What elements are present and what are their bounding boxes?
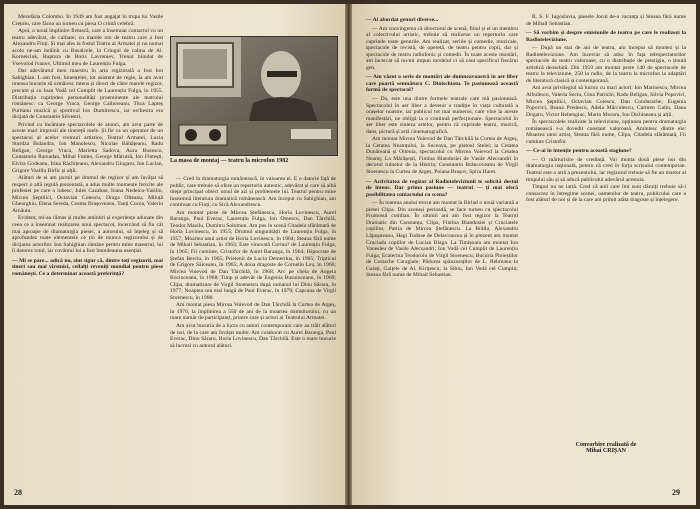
- interviewer-name: Mihai CRIȘAN: [586, 448, 626, 454]
- article-paragraph: În spectacolele realizate la televiziune, opțiunea pentru dramaturgia românească s-a dovedit constant valoroasă. Amintesc dintre ele: Moartea unui artist, Steaua fără nume, Clipa, Citadela sfărâmată, Fii cuminte Cristofor.: [526, 119, 686, 145]
- article-paragraph: Am montat piese de Mircea Ștefănescu, Horia Lovinescu, Aurel Baranga, Paul Everac, Laurențiu Fulga, Ion Omescu, Dan Tărchilă, Teodor Mazilu, Dumitru Solomon. Am pus în scenă Citadela sfărâmată de Horia Lovinescu, în 1955; Drumul singurătății de Laurențiu Fulga, în 1957; Moartea unui artist de Horia Lovinescu, în 1964; Steaua fără nume de Mihail Sebastian, în 1963; Este vinovată Corina? de Laurențiu Fulga, în 1965; Fii cuminte, Cristofor de Aurel Baranga, în 1964; Hipocrate de Ștefan Berciu, în 1965; Prietenii de Lucia Demetrius, în 1965; Tripticul de Grigore Sălceanu, în 1965; A doua dragoste de Corneliu Leu, în 1966; Mircea Voievod de Dan Tărchilă, în 1968; Arc pe cheia de Angela Bocioceanu, în 1968; Timp și adevăr de Eugenia Busuioceanu, în 1969; Clipa, dramatizare de Virgil Stoenescu după romanul lui Dinu Săraru, în 1977; Noaptea cea mai lungă de Paul Everac, în 1979; Capcana de Virgil Stoenescu, în 1980.: [170, 209, 336, 301]
- interview-question: — Mi se pare... adică nu, sînt sigur că, dintre toți regizorii, mai tineri sau mai vîrstnici, ceilalți reveniți mondial pentru piese românești. Ce a determinat această preferință?: [12, 257, 163, 277]
- right-column-1: [366, 14, 518, 500]
- right-page: [352, 4, 696, 505]
- left-column-2: [170, 176, 336, 480]
- interview-credit: [526, 442, 686, 454]
- article-paragraph: — Am convingerea că directorul de scenă, fiind și el un membru al colectivului artistic, trebuie să realizeze un repertoriu care cuprinde toate genurile. Am realizat, seriile și comedie, muzicale, spectacole de revistă, de operetă, de teatru pentru copii, dar și spectacole de teatru radiofonic și comedii. În toate aceste montări, am încercat să nu-mi impun modelul ci să caut specificul fiecărui gen.: [366, 25, 518, 71]
- article-paragraph: Dar adevăratul meu maestru în arta regizorală a fost Ion Sahighian. L-am fost, binențeles, tot asistent de regie, la am avut imensa bucurie să urmăresc intens și direct de către marele regizor, precum și cu Ioan Vodă cel Cumplit de Laurențiu Fulga, în 1955. Distribuția cuprindea personalități proeminente ale teatrului românesc: ca George Vraca, George Calboreanu, Titus Lapteș Puritanu muzică și sportivul Ion Dumitrescu, iar orchestra era dirijată de Constantin Silvestri.: [12, 68, 163, 121]
- page-number-right: 29: [672, 488, 680, 497]
- article-paragraph: Mezelăria Colombo. În 1949 am fost angajat în trupa lui Vasile Crețoiu, care făcea un turneu cu piesa O crimă celebră.: [12, 14, 163, 27]
- interview-question: — Am văzut o serie de montări ale dumneavoastră în aer liber care poartă semnătura C. Dinischiotu. Te pasionează această formă de spectacol?: [366, 74, 518, 94]
- article-paragraph: — Da, este una dintre formele teatrale care mă pasionează. Spectacolul în aer liber a devenit o tradiție în viața culturală a orașelor noastre, iar publicul tot mai numeros, care vine la aceste manifestări, ne obligă la o continuă perfecționare. Spectacolul în aer liber este sinteza artelor, pentru că cuprinde teatru, muzică, dans, pictură și artă cinematografică.: [366, 96, 518, 135]
- interview-question: — Ce-ai în intenție pentru această stagiune?: [526, 148, 632, 155]
- article-paragraph: Am avut bucuria de a lucra cu autori contemporani care au trăit alături de noi, de la care am învățat multe. Am colaborat cu Aurel Baranga, Paul Everac, Dinu Săraru, Horia Lovinescu, Dan Tărchilă. Este o mare bucurie să lucrezi cu autorul alături.: [170, 323, 336, 349]
- article-paragraph: Timpul nu ne iartă. Cred că anii care îmi sunt dăruiți trebuie să-i consacrez în întregime scenei, oamenilor de teatru, publicului care a fost alături de noi și de la care am primit atâta dragoste și înțelegere.: [526, 184, 686, 204]
- article-paragraph: Am montat Mircea Voievod de Dan Tărchilă la Curtea de Argeș, la Cetatea Neamțului, la Suceava, pe platoul Stelei; la Cetatea Dunăreană și Oltenia, spectacolul cu Mircea Voievod la Cetatea Neamț; La Mărășești, Fintina Blandusiei de Vasile Alecsandri în decorul ruinelor de la Histria; Constantin Brâncoveanu de Virgil Stoenescu la Curtea de Argeș, Poiana Brașov, Spiru Haret.: [366, 136, 518, 176]
- article-paragraph: — Cred în dramaturgia românească, în valoarea ei. E o datorie față de public, care trebuie să ofere un repertoriu autentic, adevărat și care să aibă drept principal obiect omul de azi și problemele lui. Teatrul pentru mine înseamnă literatura dramatică românească. Am început cu Sahighian, am continuat cu Finți, cu Sică Alexandrescu.: [170, 176, 336, 209]
- article-paragraph: Alături de ei am pornit pe drumul de regizor și am învățat să respect o altă regulă prezentată, a adus multe momente fericite ale profesiei pe care o iubesc, Jules Cazaban, Ioana Nedelcu-Vasiliu, Mircea Șeptilici, Octavian Cotescu, Draga Olteanu, Miluță Gheorghiu, Elena Sereda, Cosma Brașoveanu, Tanți Cocea, Valeriu Arnăutu.: [12, 175, 163, 214]
- interview-question: — Ai abordat genuri diverse...: [366, 17, 439, 23]
- article-paragraph: Am montat piesa Mircea Voievod de Dan Tărchilă la Curtea de Argeș, în 1970, la împlinirea a 550 de ani de la moartea domnitorului, cu un mare număr de participanți, printre care și actori ai Teatrului Armatei.: [170, 302, 336, 322]
- photo-illustration: [171, 37, 337, 155]
- photo-editing-desk: [170, 36, 338, 156]
- article-paragraph: — În toamna anului trecut am montat la Birlad o nouă variantă a piesei Clipa. Din aceeași perioadă, se face turneu cu spectacolul Frumosul cotidian. În ultimii ani am fost regizor la Teatrul Dramatic din Constanța, Clipa, Fintina Blandusiei și Cruciatele copiilor, Patria de Mircea Ștefănescu. La Brăila, Alexandru Lăpușneanu, Hagi Tudose de Delavrancea și în prezent am montat Cruciada copiilor de Lucian Blaga. La Timișoara am montat Ion Vanesleu de Vasile Alecsandri; Ion Vodă cel Cumplit de Laurențiu Fulga; Ecaterina Teodoroiu de Virgil Stoenescu; Bucuria Ploieștilor de Costache Caragiale; Pădurea spânzuraților de L. Rebreanu la Galați, Gaițele de Al. Kirițescu; la Sibiu, Ion Vodă cel Cumplit; Steaua fără nume de Mihail Sebastian.: [366, 200, 518, 279]
- left-page: [4, 4, 345, 505]
- interview-credit-line: Convorbire realizată de: [575, 442, 637, 448]
- article-paragraph: Am avut privilegiul să lucrez cu mari actori: Ion Marinescu, Mircea Albulescu, Valeria Seciu, Gina Patrichi, Radu Beligan, Silvia Popovici, Mircea Șeptilici, Octavian Cotescu, Dan Condurache, Eugenia Popovici, Ileana Predescu, Adela Mărculescu, Carmen Galin, Dana Dogaru, Victor Rebengiuc, Marin Moraru, Ion Dichiseanu și alții.: [526, 85, 686, 118]
- article-paragraph: R. S. F. Iugoslavia, piesele Jocul de-a vacanța și Steaua fără nume de Mihail Sebastian.: [526, 14, 686, 27]
- left-column-1: [12, 14, 163, 480]
- book-gutter: [345, 4, 352, 505]
- interview-question: — Activitatea de regizor al Radioteleviziunii te solicită destul de intens. Dar prima pasiune — teatrul — ți mai oferă posibilitatea contactului cu scena?: [366, 178, 518, 198]
- article-paragraph: Apoi, o nouă împlinire firească, care a însemnat contactul cu un teatru adevărat, de calitate; cu marele om de teatru care a fost Alexandru Finți. Și mai ales la fostul Teatru al Armatei și nu numai acolo ne-am întâlnit cu Rusalcele, la Cringul de calina de Al. Korneiciuk, Ruptura de Boris Lavreniev, Trenul blindat de Vsevolod Ivanov, Ultimul meu de Laurențiu Fulga.: [12, 28, 163, 67]
- interview-question: — Să vorbim și despre emisiunile de teatru pe care le realizezi la Radioteleviziune.: [526, 30, 686, 43]
- page-number-left: 28: [14, 488, 22, 497]
- article-paragraph: — O mărturisire de credință. Voi monta două piese noi din dramaturgia națională, pentru că cred în forța scrisului contemporan. Teatrul este o artă a prezentului, iar regizorul trebuie să fie un martor al timpului său și să aducă publicului adevărul acestuia.: [526, 156, 686, 183]
- article-paragraph: Evident, mi-au rămas și multe amintiri și experiențe adunate din ceea ce a însemnat realizarea unui spectacol, încercând să fiu cât mai aproape de dramaturgia piesei, a autorului, să înțeleg și să aprofundez toate elementele ce țin de munca regizorului și de dirijarea actorilor. Ion Sahighian rămâne pentru mine maestrul, lui îi datorez totul, iar cuvântul lui a fost întotdeauna esențial.: [12, 215, 163, 255]
- right-column-2: [526, 14, 686, 428]
- article-paragraph: Privind cu încântare spectacolele de atunci, am avut parte de aceste mari impresii ale tinereții mele. Și fie ca un operator de un spectacol al acelor vremuri artistice, Teatrul Armatei, Lucia Sturdza Bulandra, Ion Manolescu, Nicolae Băltățeanu, Radu Beligan, George Vraca, Marietta Sadova, Aura Buzescu, Constantin Ramadan, Mihai Fotino, George Mărutză, Ion Fintești, Elvira Godeanu, Irina Răchițeanu, Alexandru Giugaru, Ion Lucian, Grigore Vasiliu Birlic și alții.: [12, 121, 163, 174]
- photo-caption: La masa de montaj — teatru la microfon 1982: [170, 158, 289, 164]
- article-paragraph: — După un stat de ani de teatru, am început să montez și la Radioteleviziune. Am încercat să aduc în fața telespectatorilor spectacole de teatru valoroase, cu o distribuție de prestigiu, o ținută artistică deosebită. Din 1959 am montat peste 140 de spectacole de teatru la televiziune, 250 la radio, de la teatru la microfon la adaptări de literatură clasică și contemporană.: [526, 45, 686, 84]
